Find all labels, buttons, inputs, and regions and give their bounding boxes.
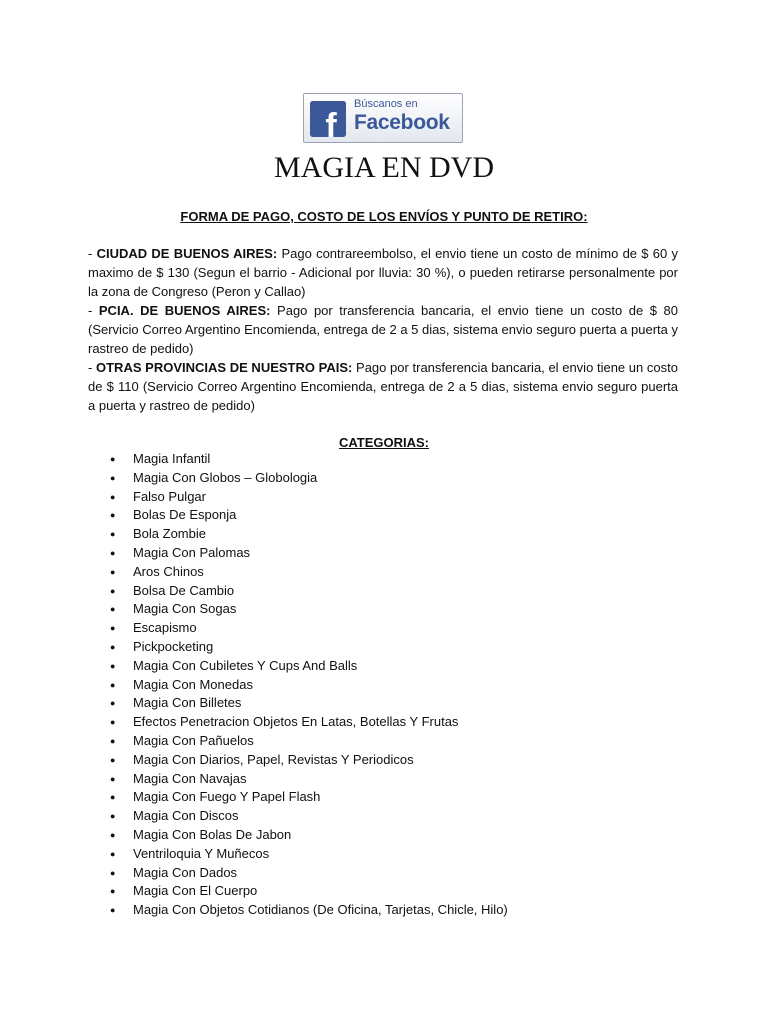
category-item	[110, 826, 508, 845]
facebook-badge[interactable]	[303, 93, 463, 143]
payment-item-label: OTRAS PROVINCIAS DE NUESTRO PAIS:	[96, 360, 353, 375]
category-item	[110, 694, 508, 713]
category-item	[110, 638, 508, 657]
category-label: Falso Pulgar	[133, 488, 206, 504]
category-item	[110, 751, 508, 770]
category-item	[110, 469, 508, 488]
category-label: Bolas De Esponja	[133, 507, 237, 523]
payment-item-otras	[88, 358, 678, 415]
payment-item-pcia	[88, 301, 678, 358]
bullet-icon: ●	[110, 848, 116, 859]
bullet-icon: ●	[110, 510, 116, 521]
categories-list	[110, 450, 508, 920]
bullet-icon: ●	[110, 905, 116, 916]
category-item	[110, 544, 508, 563]
category-label: Pickpocketing	[133, 638, 214, 654]
category-item	[110, 713, 508, 732]
category-item	[110, 676, 508, 695]
category-label: Magia Con Diarios, Papel, Revistas Y Periodicos	[133, 751, 414, 767]
bullet-icon: ●	[110, 717, 116, 728]
bullet-icon: ●	[110, 698, 116, 709]
bullet-icon: ●	[110, 792, 116, 803]
category-item	[110, 788, 508, 807]
category-item	[110, 563, 508, 582]
bullet-icon: ●	[110, 454, 116, 464]
category-label: Magia Con Globos – Globologia	[133, 469, 318, 485]
category-label: Ventriloquia Y Muñecos	[133, 845, 270, 861]
category-label: Magia Con Monedas	[133, 676, 253, 692]
category-item	[110, 619, 508, 638]
payment-item-label: CIUDAD DE BUENOS AIRES:	[96, 246, 278, 261]
category-label: Bola Zombie	[133, 526, 206, 542]
category-item	[110, 732, 508, 751]
payment-item-caba	[88, 244, 678, 301]
category-label: Magia Con Billetes	[133, 695, 242, 711]
bullet-icon: ●	[110, 735, 116, 746]
bullet-icon: ●	[110, 529, 116, 540]
category-label: Magia Con Navajas	[133, 770, 247, 786]
facebook-icon	[310, 101, 346, 137]
category-label: Magia Con Fuego Y Papel Flash	[133, 789, 321, 805]
facebook-badge-small-text: Búscanos en	[354, 98, 418, 110]
category-item	[110, 845, 508, 864]
category-item	[110, 901, 508, 920]
payment-item-prefix: -	[88, 360, 96, 375]
bullet-icon: ●	[110, 641, 116, 652]
facebook-badge-text	[354, 98, 462, 135]
payment-section	[88, 244, 678, 415]
category-item	[110, 600, 508, 619]
bullet-icon: ●	[110, 829, 116, 840]
category-label: Bolsa De Cambio	[133, 582, 235, 598]
category-label: Magia Con Discos	[133, 808, 239, 824]
bullet-icon: ●	[110, 660, 116, 671]
page-title: MAGIA EN DVD	[274, 151, 494, 184]
facebook-badge-big-text: Facebook	[354, 111, 450, 134]
category-item	[110, 488, 508, 507]
payment-item-prefix: -	[88, 303, 99, 318]
bullet-icon: ●	[110, 604, 116, 615]
payment-item-text: Pago por transferencia bancaria, el envio tiene un costo de $ 110 (Servicio Correo Argentino Encomienda, entrega de 2 a 5 dias, sistema envio seguro puerta a puerta y rastreo de pedido)	[88, 360, 678, 413]
category-item	[110, 657, 508, 676]
bullet-icon: ●	[110, 867, 116, 878]
category-item	[110, 525, 508, 544]
category-label: Magia Con Bolas De Jabon	[133, 826, 292, 842]
category-label: Magia Con Palomas	[133, 544, 251, 560]
category-label: Magia Infantil	[133, 451, 211, 466]
payment-heading: FORMA DE PAGO, COSTO DE LOS ENVÍOS Y PUNTO DE RETIRO:	[180, 209, 588, 224]
payment-item-prefix: -	[88, 246, 97, 261]
category-item	[110, 450, 508, 469]
category-label: Magia Con Sogas	[133, 601, 237, 617]
category-label: Efectos Penetracion Objetos En Latas, Botellas Y Frutas	[133, 714, 459, 730]
category-item	[110, 770, 508, 789]
category-label: Magia Con Pañuelos	[133, 732, 254, 748]
category-item	[110, 807, 508, 826]
payment-item-text: Pago por transferencia bancaria, el envio tiene un costo de $ 80 (Servicio Correo Argentino Encomienda, entrega de 2 a 5 dias, sistema envio seguro puerta a puerta y rastreo de pedido)	[88, 303, 678, 356]
bullet-icon: ●	[110, 547, 116, 558]
category-label: Magia Con Dados	[133, 864, 238, 880]
bullet-icon: ●	[110, 811, 116, 822]
categories-heading: CATEGORIAS:	[338, 435, 430, 450]
bullet-icon: ●	[110, 623, 116, 634]
category-item	[110, 506, 508, 525]
payment-item-text: Pago contrareembolso, el envio tiene un costo de mínimo de $ 60 y maximo de $ 130 (Segun el barrio - Adicional por lluvia: 30 %), o pueden retirarse personalmente por la zona de Congreso (Peron y Callao)	[88, 246, 678, 299]
bullet-icon: ●	[110, 773, 116, 784]
category-label: Escapismo	[133, 620, 197, 636]
category-item	[110, 582, 508, 601]
category-label: Magia Con Cubiletes Y Cups And Balls	[133, 657, 358, 673]
category-item	[110, 882, 508, 901]
bullet-icon: ●	[110, 491, 116, 502]
payment-item-label: PCIA. DE BUENOS AIRES:	[98, 303, 271, 318]
bullet-icon: ●	[110, 472, 116, 483]
category-label: Magia Con Objetos Cotidianos (De Oficina, Tarjetas, Chicle, Hilo)	[133, 902, 508, 918]
facebook-logo-letter: f	[325, 107, 337, 137]
bullet-icon: ●	[110, 566, 116, 577]
category-label: Magia Con El Cuerpo	[133, 883, 258, 899]
bullet-icon: ●	[110, 585, 116, 596]
bullet-icon: ●	[110, 679, 116, 690]
bullet-icon: ●	[110, 754, 116, 765]
category-item	[110, 864, 508, 883]
bullet-icon: ●	[110, 886, 116, 897]
category-label: Aros Chinos	[133, 563, 204, 579]
